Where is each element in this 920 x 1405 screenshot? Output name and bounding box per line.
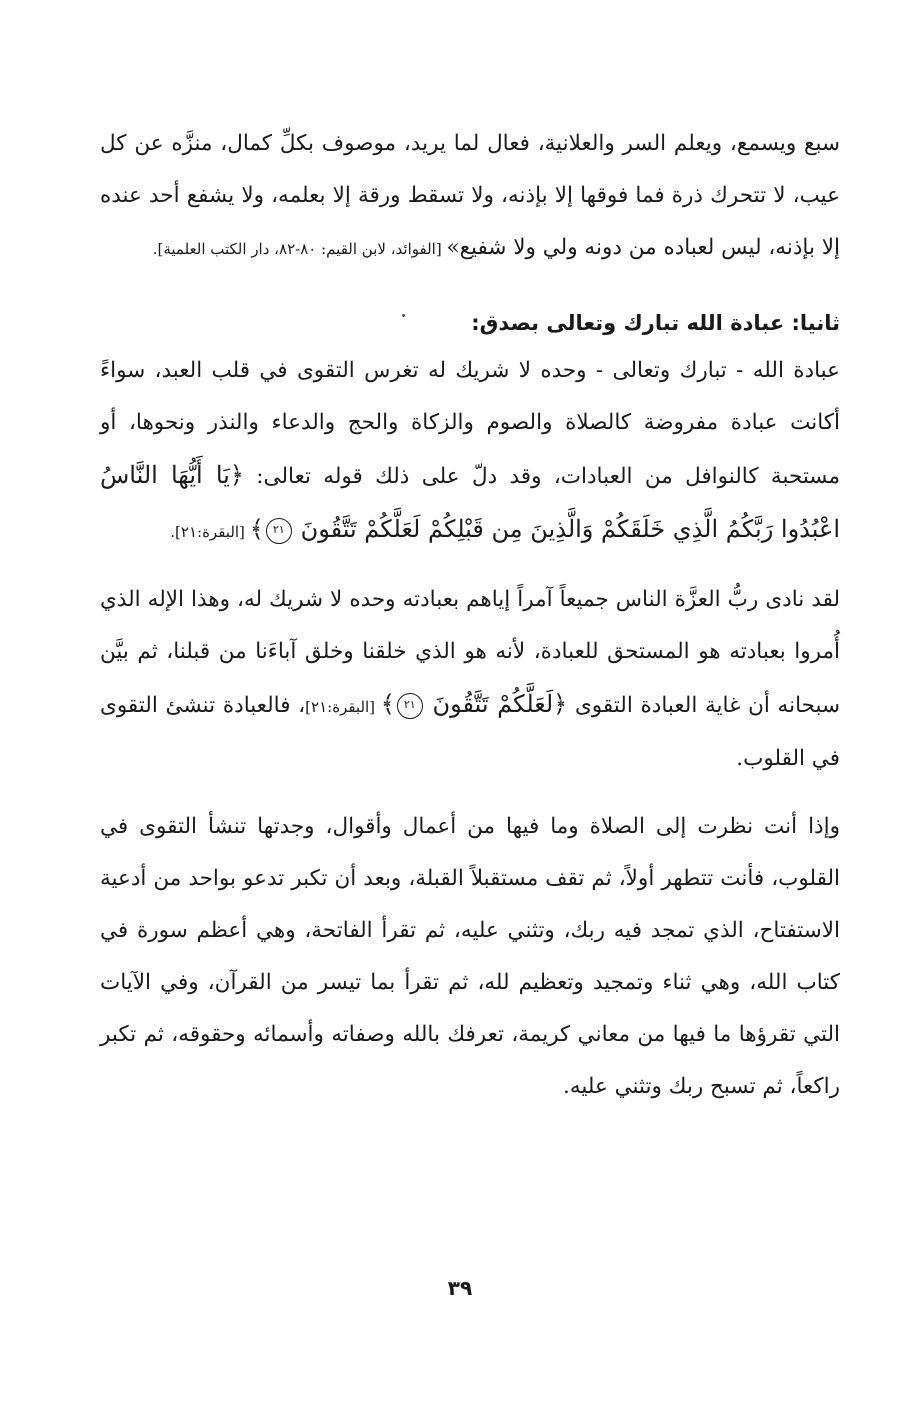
paragraph-3-text: وإذا أنت نظرت إلى الصلاة وما فيها من أعمال وأقوال، وجدتها تنشأ التقوى في القلوب، فأنت تتطهر أولاً، ثم تقف مستقبلاً القبلة، وبعد أن تكبر تدعو بواحد من أدعية الاستفتاح، الذي تمجد فيه ربك، وتثني عليه، ثم تقرأ الفاتحة، وهي أعظم سورة في كتاب الله، وهي ثناء وتمجيد وتعظيم لله، ثم تقرأ بما تيسر من القرآن، وفي الآيات التي تقرؤها ما فيها من معاني كريمة، تعرفك بالله وصفاته وأسمائه وحقوقه، ثم تكبر راكعاً، ثم تسبح ربك وتثني عليه. (100, 814, 840, 1099)
paragraph-2-text: لقد نادى ربُّ العزَّة الناس جميعاً آمراً إياهم بعبادته وحده لا شريك له، وهذا الإله الذي أُمروا بعبادته هو المستحق للعبادة، لأنه هو الذي خلقنا وخلق آباءَنا من قبلنا، ثم بيَّن سبحانه أن غاية العبادة التقوى (100, 587, 841, 718)
intro-paragraph (100, 118, 840, 275)
paragraph-2-tail: ، فالعبادة تنشئ التقوى في القلوب. (100, 693, 840, 771)
verse-close-bracket: ﴾ (380, 690, 395, 718)
quran-verse: ﴿لَعَلَّكُمْ تَتَّقُونَ (432, 690, 568, 718)
quran-verse: ﴿يَا أَيُّهَا النَّاسُ اعْبُدُوا رَبَّكُمُ الَّذِي خَلَقَكُمْ وَالَّذِينَ مِن قَبْلِكُمْ لَعَلَّكُمْ تَتَّقُونَ (100, 461, 840, 543)
paragraph-3 (100, 801, 840, 1113)
verse-reference: [البقرة:٢١] (305, 698, 381, 716)
intro-text: سبع ويسمع، ويعلم السر والعلانية، فعال لما يريد، موصوف بكلِّ كمال، منزَّه عن كل عيب، لا تتحرك ذرة فما فوقها إلا بإذنه، ولا تسقط ورقة إلا بعلمه، ولا يشفع أحد عنده إلا بإذنه، ليس لعباده من دونه ولي ولا شفيع» (100, 131, 840, 260)
section-heading: ثانيا: عبادة الله تبارك وتعالى بصدق: (471, 311, 840, 335)
paragraph-1-text: عبادة الله - تبارك وتعالى - وحده لا شريك له تغرس التقوى في قلب العبد، سواءً أكانت عبادة مفروضة كالصلاة والصوم والزكاة والحج والدعاء والنذر ونحوها، أو مستحبة كالنوافل من العبادات، وقد دلّ على ذلك قوله تعالى: (100, 358, 841, 489)
verse-reference: [البقرة:٢١]. (170, 523, 250, 541)
intro-citation: [الفوائد، لابن القيم: ٨٠-٨٢، دار الكتب العلمية]. (152, 240, 447, 258)
paragraph-2 (100, 574, 840, 785)
verse-close-bracket: ﴾ (249, 515, 264, 543)
ayah-number-marker: ٢١ (397, 693, 423, 719)
page-number: ٣٩ (447, 1276, 473, 1300)
paragraph-1 (100, 345, 840, 558)
page-body (100, 118, 840, 1113)
ayah-number-marker: ٢١ (266, 518, 292, 544)
